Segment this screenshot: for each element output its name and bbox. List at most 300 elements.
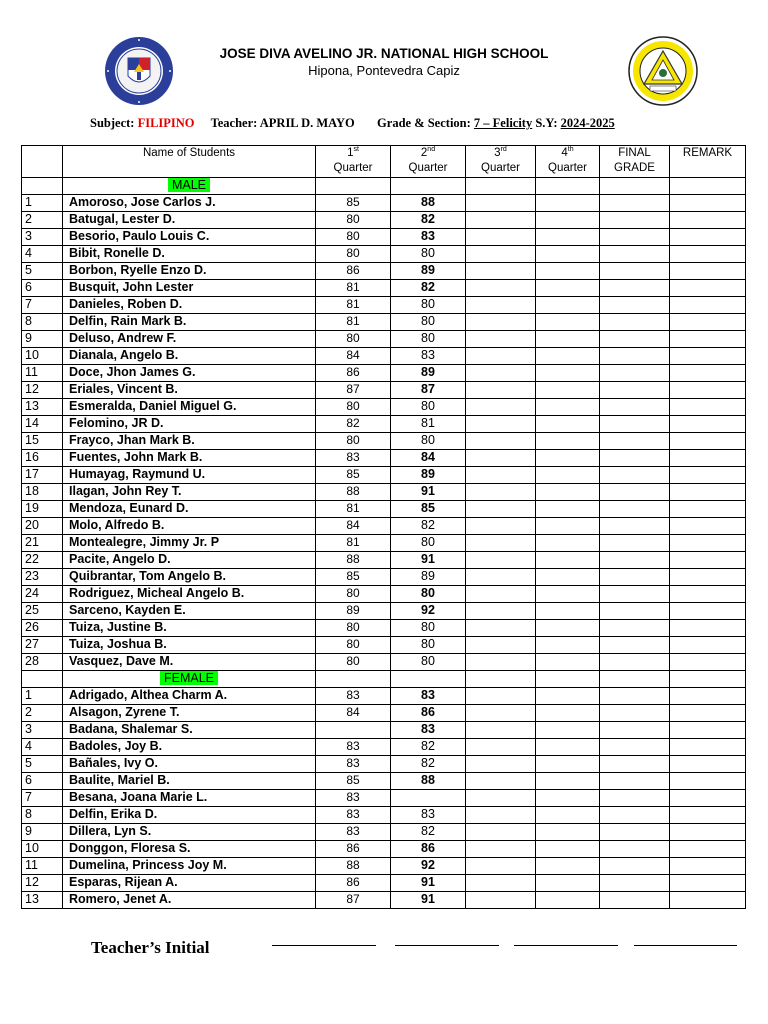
q2-grade: 80 xyxy=(391,399,466,416)
student-name: Mendoza, Eunard D. xyxy=(63,501,316,518)
q4-grade xyxy=(536,637,600,654)
q1-column-header: 1st Quarter xyxy=(316,146,391,178)
q1-grade: 84 xyxy=(316,348,391,365)
final-grade xyxy=(600,433,670,450)
q4-grade xyxy=(536,841,600,858)
table-row xyxy=(22,705,746,722)
final-grade xyxy=(600,688,670,705)
q3-grade xyxy=(466,229,536,246)
table-row xyxy=(22,637,746,654)
q4-grade xyxy=(536,450,600,467)
remark xyxy=(670,229,746,246)
signature-line-q2 xyxy=(395,945,499,946)
section-label: FEMALE xyxy=(160,671,218,685)
final-grade xyxy=(600,603,670,620)
table-row xyxy=(22,450,746,467)
student-name: Baulite, Mariel B. xyxy=(63,773,316,790)
remark xyxy=(670,212,746,229)
student-name: Doce, Jhon James G. xyxy=(63,365,316,382)
remark xyxy=(670,552,746,569)
student-number: 16 xyxy=(22,450,63,467)
remark xyxy=(670,416,746,433)
q4-grade xyxy=(536,365,600,382)
q2-grade: 83 xyxy=(391,229,466,246)
q2-grade: 91 xyxy=(391,552,466,569)
table-row xyxy=(22,790,746,807)
q2-grade: 80 xyxy=(391,620,466,637)
grades-table-body xyxy=(22,178,746,909)
remark xyxy=(670,807,746,824)
q2-grade: 84 xyxy=(391,450,466,467)
school-address: Hipona, Pontevedra Capiz xyxy=(308,63,460,78)
final-grade xyxy=(600,739,670,756)
q2-grade: 86 xyxy=(391,841,466,858)
q3-grade xyxy=(466,331,536,348)
student-name: Quibrantar, Tom Angelo B. xyxy=(63,569,316,586)
final-grade xyxy=(600,654,670,671)
student-number: 11 xyxy=(22,858,63,875)
q3-grade xyxy=(466,875,536,892)
empty-cell xyxy=(600,178,670,195)
q2-grade: 85 xyxy=(391,501,466,518)
table-row xyxy=(22,280,746,297)
q1-grade: 81 xyxy=(316,314,391,331)
table-row xyxy=(22,416,746,433)
final-grade xyxy=(600,195,670,212)
remark xyxy=(670,739,746,756)
remark xyxy=(670,314,746,331)
q1-grade: 80 xyxy=(316,212,391,229)
final-grade xyxy=(600,552,670,569)
q3-grade xyxy=(466,518,536,535)
student-number: 28 xyxy=(22,654,63,671)
section-header-row xyxy=(22,178,746,195)
section-label: MALE xyxy=(168,178,210,192)
remark xyxy=(670,892,746,909)
student-name: Delfin, Erika D. xyxy=(63,807,316,824)
student-name: Vasquez, Dave M. xyxy=(63,654,316,671)
q1-grade: 85 xyxy=(316,467,391,484)
empty-cell xyxy=(391,671,466,688)
empty-cell xyxy=(600,671,670,688)
q3-grade xyxy=(466,195,536,212)
student-number: 2 xyxy=(22,705,63,722)
q1-grade: 88 xyxy=(316,858,391,875)
table-row xyxy=(22,246,746,263)
student-number: 26 xyxy=(22,620,63,637)
q3-grade xyxy=(466,263,536,280)
student-number: 17 xyxy=(22,467,63,484)
q2-grade: 92 xyxy=(391,858,466,875)
table-row xyxy=(22,756,746,773)
q3-grade xyxy=(466,603,536,620)
q1-grade: 81 xyxy=(316,297,391,314)
q2-grade: 80 xyxy=(391,586,466,603)
student-number: 10 xyxy=(22,348,63,365)
student-name: Humayag, Raymund U. xyxy=(63,467,316,484)
q4-column-header: 4th Quarter xyxy=(536,146,600,178)
student-name: Alsagon, Zyrene T. xyxy=(63,705,316,722)
q1-grade: 80 xyxy=(316,331,391,348)
q1-grade: 86 xyxy=(316,875,391,892)
final-grade xyxy=(600,518,670,535)
table-row xyxy=(22,807,746,824)
q1-grade: 87 xyxy=(316,892,391,909)
q2-grade: 83 xyxy=(391,348,466,365)
q2-grade: 82 xyxy=(391,756,466,773)
student-name: Batugal, Lester D. xyxy=(63,212,316,229)
school-name: JOSE DIVA AVELINO JR. NATIONAL HIGH SCHOOL xyxy=(219,46,549,61)
q3-grade xyxy=(466,705,536,722)
q3-grade xyxy=(466,501,536,518)
remark xyxy=(670,790,746,807)
q3-grade xyxy=(466,586,536,603)
student-number: 12 xyxy=(22,382,63,399)
q3-grade xyxy=(466,246,536,263)
table-row xyxy=(22,314,746,331)
q1-grade: 84 xyxy=(316,705,391,722)
table-row xyxy=(22,603,746,620)
q2-grade: 89 xyxy=(391,365,466,382)
q4-grade xyxy=(536,212,600,229)
student-name: Tuiza, Justine B. xyxy=(63,620,316,637)
student-number: 23 xyxy=(22,569,63,586)
q4-grade xyxy=(536,705,600,722)
signature-line-q4 xyxy=(634,945,737,946)
q2-grade: 80 xyxy=(391,433,466,450)
remark xyxy=(670,654,746,671)
remark xyxy=(670,433,746,450)
final-grade xyxy=(600,773,670,790)
q1-grade: 80 xyxy=(316,246,391,263)
table-row xyxy=(22,552,746,569)
table-row xyxy=(22,195,746,212)
q3-grade xyxy=(466,841,536,858)
remark xyxy=(670,773,746,790)
q4-grade xyxy=(536,620,600,637)
final-grade xyxy=(600,263,670,280)
table-row xyxy=(22,535,746,552)
subject-label: Subject: xyxy=(90,116,135,130)
student-name: Frayco, Jhan Mark B. xyxy=(63,433,316,450)
q3-column-header: 3rd Quarter xyxy=(466,146,536,178)
q2-grade: 86 xyxy=(391,705,466,722)
q2-grade: 80 xyxy=(391,331,466,348)
q2-grade: 89 xyxy=(391,467,466,484)
q4-grade xyxy=(536,433,600,450)
final-grade xyxy=(600,280,670,297)
signature-line-q1 xyxy=(272,945,376,946)
student-name: Ilagan, John Rey T. xyxy=(63,484,316,501)
q2-grade: 82 xyxy=(391,739,466,756)
remark xyxy=(670,722,746,739)
remark xyxy=(670,365,746,382)
q2-grade: 82 xyxy=(391,212,466,229)
student-number: 6 xyxy=(22,280,63,297)
q3-grade xyxy=(466,807,536,824)
student-number: 11 xyxy=(22,365,63,382)
student-number: 18 xyxy=(22,484,63,501)
remark xyxy=(670,858,746,875)
teacher-initial-label: Teacher’s Initial xyxy=(91,938,210,957)
q2-grade: 91 xyxy=(391,875,466,892)
final-grade xyxy=(600,705,670,722)
q1-grade: 85 xyxy=(316,569,391,586)
q3-grade xyxy=(466,382,536,399)
student-number: 9 xyxy=(22,331,63,348)
student-name: Romero, Jenet A. xyxy=(63,892,316,909)
student-name: Tuiza, Joshua B. xyxy=(63,637,316,654)
q2-grade: 82 xyxy=(391,824,466,841)
q2-grade: 83 xyxy=(391,807,466,824)
q3-grade xyxy=(466,212,536,229)
student-number: 1 xyxy=(22,195,63,212)
student-number: 14 xyxy=(22,416,63,433)
q1-grade: 80 xyxy=(316,229,391,246)
final-grade xyxy=(600,569,670,586)
final-grade xyxy=(600,450,670,467)
student-number: 2 xyxy=(22,212,63,229)
q4-grade xyxy=(536,807,600,824)
q3-grade xyxy=(466,348,536,365)
q4-grade xyxy=(536,229,600,246)
student-name: Delfin, Rain Mark B. xyxy=(63,314,316,331)
grade-section-value: 7 – Felicity xyxy=(473,116,533,130)
q2-grade: 83 xyxy=(391,722,466,739)
grades-table xyxy=(21,145,746,909)
empty-cell xyxy=(670,671,746,688)
student-name: Bañales, Ivy O. xyxy=(63,756,316,773)
table-row xyxy=(22,365,746,382)
q2-grade: 87 xyxy=(391,382,466,399)
q2-grade: 91 xyxy=(391,892,466,909)
final-grade xyxy=(600,212,670,229)
remark xyxy=(670,195,746,212)
q4-grade xyxy=(536,603,600,620)
student-name: Busquit, John Lester xyxy=(63,280,316,297)
student-number: 7 xyxy=(22,790,63,807)
remark xyxy=(670,518,746,535)
final-grade xyxy=(600,535,670,552)
student-name: Besorio, Paulo Louis C. xyxy=(63,229,316,246)
empty-cell xyxy=(391,178,466,195)
remark xyxy=(670,484,746,501)
empty-cell xyxy=(536,671,600,688)
final-grade xyxy=(600,824,670,841)
final-grade xyxy=(600,892,670,909)
q2-grade: 88 xyxy=(391,773,466,790)
table-row xyxy=(22,467,746,484)
q4-grade xyxy=(536,722,600,739)
q3-grade xyxy=(466,484,536,501)
student-name: Molo, Alfredo B. xyxy=(63,518,316,535)
q3-grade xyxy=(466,280,536,297)
q3-grade xyxy=(466,450,536,467)
q3-grade xyxy=(466,756,536,773)
student-number: 24 xyxy=(22,586,63,603)
student-number: 8 xyxy=(22,314,63,331)
student-name: Donggon, Floresa S. xyxy=(63,841,316,858)
q3-grade xyxy=(466,824,536,841)
table-row xyxy=(22,348,746,365)
q1-grade: 80 xyxy=(316,620,391,637)
student-number: 5 xyxy=(22,756,63,773)
q4-grade xyxy=(536,467,600,484)
q4-grade xyxy=(536,773,600,790)
q3-grade xyxy=(466,433,536,450)
table-row xyxy=(22,212,746,229)
q4-grade xyxy=(536,824,600,841)
student-name: Badana, Shalemar S. xyxy=(63,722,316,739)
final-grade xyxy=(600,841,670,858)
remark xyxy=(670,280,746,297)
table-row xyxy=(22,620,746,637)
student-name: Danieles, Roben D. xyxy=(63,297,316,314)
q1-grade: 80 xyxy=(316,399,391,416)
q1-grade: 85 xyxy=(316,773,391,790)
q1-grade: 81 xyxy=(316,280,391,297)
empty-cell xyxy=(670,178,746,195)
q4-grade xyxy=(536,688,600,705)
student-number: 13 xyxy=(22,399,63,416)
q4-grade xyxy=(536,790,600,807)
student-name: Besana, Joana Marie L. xyxy=(63,790,316,807)
q2-grade: 89 xyxy=(391,263,466,280)
q2-column-header: 2nd Quarter xyxy=(391,146,466,178)
q4-grade xyxy=(536,382,600,399)
table-row xyxy=(22,892,746,909)
empty-cell xyxy=(466,178,536,195)
class-info-line xyxy=(90,116,615,131)
q3-grade xyxy=(466,892,536,909)
table-row xyxy=(22,841,746,858)
q2-grade: 81 xyxy=(391,416,466,433)
remark xyxy=(670,688,746,705)
empty-cell xyxy=(22,671,63,688)
final-grade xyxy=(600,501,670,518)
q3-grade xyxy=(466,365,536,382)
remark xyxy=(670,637,746,654)
table-row xyxy=(22,654,746,671)
q3-grade xyxy=(466,416,536,433)
empty-cell xyxy=(316,671,391,688)
remark xyxy=(670,450,746,467)
remark xyxy=(670,824,746,841)
q2-grade: 80 xyxy=(391,637,466,654)
table-row xyxy=(22,297,746,314)
q1-grade: 81 xyxy=(316,535,391,552)
remark xyxy=(670,399,746,416)
q4-grade xyxy=(536,331,600,348)
student-name: Esmeralda, Daniel Miguel G. xyxy=(63,399,316,416)
student-name: Amoroso, Jose Carlos J. xyxy=(63,195,316,212)
q4-grade xyxy=(536,348,600,365)
q4-grade xyxy=(536,246,600,263)
q1-grade: 83 xyxy=(316,807,391,824)
remark xyxy=(670,586,746,603)
student-name: Montealegre, Jimmy Jr. P xyxy=(63,535,316,552)
final-grade xyxy=(600,229,670,246)
student-name: Eriales, Vincent B. xyxy=(63,382,316,399)
school-year-label: S.Y: xyxy=(535,116,558,130)
q2-grade: 83 xyxy=(391,688,466,705)
q1-grade: 88 xyxy=(316,552,391,569)
q1-grade: 80 xyxy=(316,433,391,450)
student-number: 3 xyxy=(22,229,63,246)
final-grade xyxy=(600,875,670,892)
table-row xyxy=(22,688,746,705)
remark xyxy=(670,603,746,620)
student-number: 4 xyxy=(22,739,63,756)
q1-grade: 84 xyxy=(316,518,391,535)
final-grade xyxy=(600,637,670,654)
student-number: 13 xyxy=(22,892,63,909)
final-grade xyxy=(600,484,670,501)
student-number: 1 xyxy=(22,688,63,705)
student-number: 5 xyxy=(22,263,63,280)
final-grade xyxy=(600,467,670,484)
section-header-row xyxy=(22,671,746,688)
q3-grade xyxy=(466,722,536,739)
student-number: 4 xyxy=(22,246,63,263)
empty-cell xyxy=(22,178,63,195)
student-number: 9 xyxy=(22,824,63,841)
student-name: Deluso, Andrew F. xyxy=(63,331,316,348)
student-number: 22 xyxy=(22,552,63,569)
final-grade xyxy=(600,620,670,637)
remark xyxy=(670,501,746,518)
q1-grade: 85 xyxy=(316,195,391,212)
student-number: 10 xyxy=(22,841,63,858)
q4-grade xyxy=(536,280,600,297)
table-row xyxy=(22,382,746,399)
q1-grade: 86 xyxy=(316,263,391,280)
table-row xyxy=(22,229,746,246)
final-grade xyxy=(600,399,670,416)
final-grade xyxy=(600,722,670,739)
school-year-value: 2024-2025 xyxy=(560,116,615,130)
q2-grade: 89 xyxy=(391,569,466,586)
signature-line-q3 xyxy=(514,945,618,946)
table-row xyxy=(22,501,746,518)
q2-grade: 80 xyxy=(391,297,466,314)
q3-grade xyxy=(466,739,536,756)
q3-grade xyxy=(466,552,536,569)
table-row xyxy=(22,824,746,841)
q4-grade xyxy=(536,263,600,280)
q1-grade xyxy=(316,722,391,739)
q4-grade xyxy=(536,416,600,433)
final-grade-column-header: FINAL GRADE xyxy=(600,146,670,178)
q3-grade xyxy=(466,790,536,807)
q3-grade xyxy=(466,688,536,705)
q1-grade: 86 xyxy=(316,841,391,858)
table-row xyxy=(22,722,746,739)
q3-grade xyxy=(466,858,536,875)
q3-grade xyxy=(466,399,536,416)
remark xyxy=(670,756,746,773)
final-grade xyxy=(600,416,670,433)
q2-grade xyxy=(391,790,466,807)
q2-grade: 82 xyxy=(391,518,466,535)
remark-column-header: REMARK xyxy=(670,146,746,178)
student-number: 21 xyxy=(22,535,63,552)
final-grade xyxy=(600,246,670,263)
empty-cell xyxy=(316,178,391,195)
q1-grade: 80 xyxy=(316,654,391,671)
student-name: Dianala, Angelo B. xyxy=(63,348,316,365)
q1-grade: 80 xyxy=(316,586,391,603)
